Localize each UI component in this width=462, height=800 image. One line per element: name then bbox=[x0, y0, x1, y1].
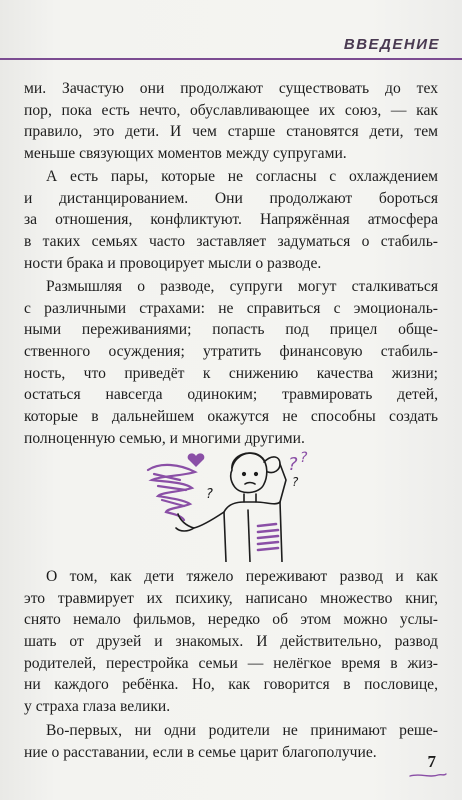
text-line: Размышляя о разводе, супруги могут сталкиваться bbox=[46, 278, 438, 295]
text-line: это травмирует их психику, написано множество книг, bbox=[24, 589, 438, 607]
header-rule-end bbox=[418, 58, 462, 60]
page-number: 7 bbox=[427, 752, 436, 771]
text-line: родителей, перестройка семьи — нелёгкое время в жиз- bbox=[24, 654, 438, 672]
text-line: О том, как дети тяжело переживают развод и как bbox=[46, 568, 438, 585]
text-line: с различными страхами: не справиться с эмоциональ- bbox=[24, 299, 438, 317]
chapter-title: ВВЕДЕНИЕ bbox=[343, 36, 440, 53]
text-line: и дистанцированием. Они продолжают бороться bbox=[24, 189, 438, 207]
paragraph-1 bbox=[24, 78, 438, 165]
text-line: остаться навсегда одиноким; травмировать детей, bbox=[24, 386, 438, 404]
text-line: у страха глаза велики. bbox=[24, 698, 171, 716]
page-number-ornament-icon bbox=[408, 770, 448, 780]
text-line: А есть пары, которые не согласны с охлаждением bbox=[46, 168, 438, 185]
question-mark-icon: ? bbox=[206, 487, 213, 502]
text-line: ние о расставании, если в семье царит благополучие. bbox=[24, 743, 377, 761]
text-line: за отношения, конфликтуют. Напряжённая атмосфера bbox=[24, 211, 438, 229]
text-line: снято немало фильмов, нередко об этом можно услы- bbox=[24, 611, 438, 629]
text-line: меньше связующих моментов между супругами. bbox=[24, 145, 347, 163]
text-line: ными переживаниями; попасть под прицел обще- bbox=[24, 321, 438, 339]
text-line: ми. Зачастую они продолжают существовать до тех bbox=[24, 80, 438, 97]
worried-man-illustration bbox=[140, 440, 320, 562]
header-rule bbox=[0, 58, 418, 60]
text-line: полноценную семью, и многими другими. bbox=[24, 429, 305, 447]
paragraph-5 bbox=[24, 720, 438, 763]
question-mark-icon: ? bbox=[300, 450, 308, 466]
text-line: ственного осуждения; утратить финансовую стабиль- bbox=[24, 343, 438, 361]
text-line: ни каждого ребёнка. Но, как говорится в пословице, bbox=[24, 676, 438, 694]
paragraph-2 bbox=[24, 166, 438, 274]
scribble-tornado-icon bbox=[148, 465, 195, 520]
text-line: ность, что приведёт к снижению качества жизни; bbox=[24, 364, 438, 382]
text-line: Во-первых, ни одни родители не принимают реше- bbox=[46, 722, 438, 739]
paragraph-4 bbox=[24, 566, 438, 718]
text-line: шать от друзей и знакомых. И действительно, развод bbox=[24, 633, 438, 651]
paragraph-3 bbox=[24, 276, 438, 450]
question-mark-icon: ? bbox=[288, 454, 298, 475]
question-mark-icon: ? bbox=[292, 475, 299, 489]
man-figure-icon bbox=[176, 453, 286, 562]
text-line: правило, это дети. И чем старше становятся дети, тем bbox=[24, 123, 438, 141]
text-line: которые в дальнейшем окажутся не способны создать bbox=[24, 408, 438, 426]
text-line: пор, пока есть нечто, обуславливающее их союз, — как bbox=[24, 101, 438, 119]
text-line: ности брака и провоцирует мысли о разводе. bbox=[24, 254, 322, 272]
heart-icon bbox=[188, 453, 205, 467]
text-line: в таких семьях часто заставляет задуматься о стабиль- bbox=[24, 233, 438, 251]
